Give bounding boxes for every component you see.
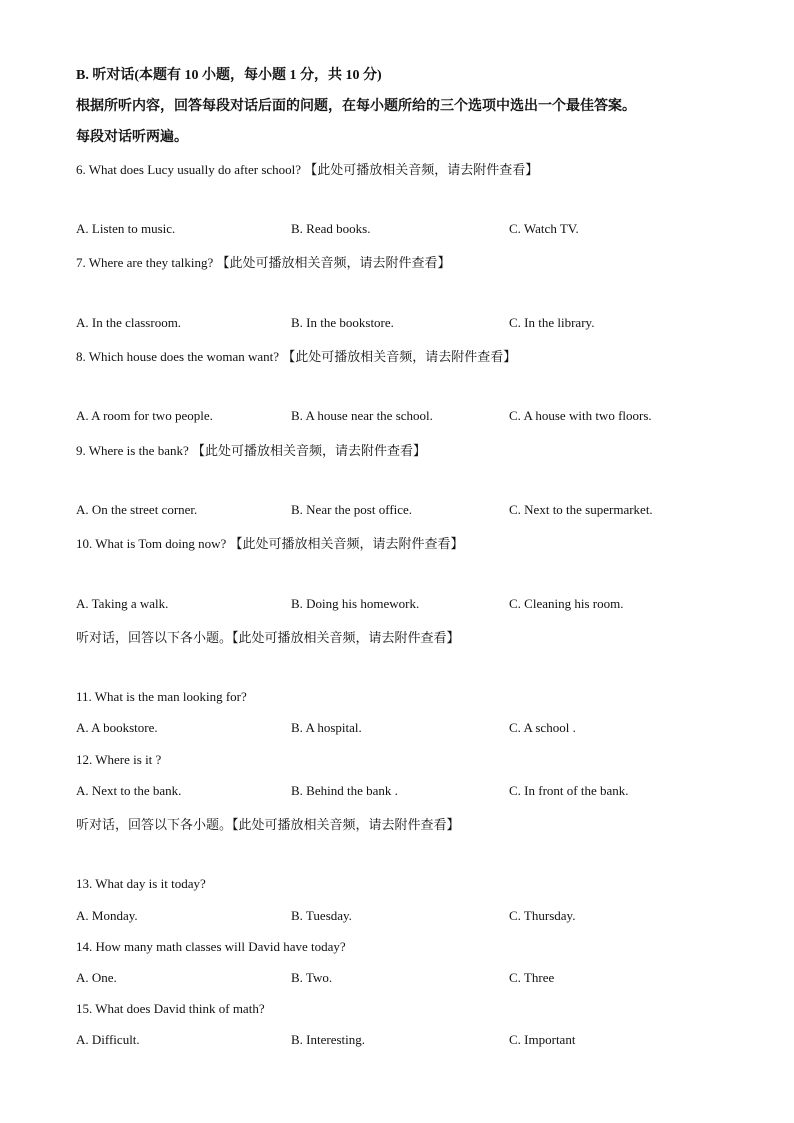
option-a[interactable]: A. Taking a walk. xyxy=(76,596,169,611)
option-a[interactable]: A. Listen to music. xyxy=(76,221,176,236)
question-15: 15. What does David think of math? xyxy=(76,1001,265,1016)
section-instruction: 根据所听内容，回答每段对话后面的问题，在每小题所给的三个选项中选出一个最佳答案。 xyxy=(76,99,636,114)
question-7: 7. Where are they talking? 【此处可播放相关音频，请去附件查看】 xyxy=(76,255,451,270)
question-6: 6. What does Lucy usually do after school? 【此处可播放相关音频，请去附件查看】 xyxy=(76,162,539,177)
option-c[interactable]: C. Three xyxy=(509,970,555,985)
option-b[interactable]: B. A hospital. xyxy=(291,720,362,735)
option-b[interactable]: B. Tuesday. xyxy=(291,908,352,923)
option-c[interactable]: C. Next to the supermarket. xyxy=(509,502,653,517)
group-instruction: 听对话，回答以下各小题。【此处可播放相关音频，请去附件查看】 xyxy=(76,817,460,832)
option-b[interactable]: B. Near the post office. xyxy=(291,502,413,517)
option-a[interactable]: A. A room for two people. xyxy=(76,408,213,423)
option-a[interactable]: A. A bookstore. xyxy=(76,720,158,735)
question-13: 13. What day is it today? xyxy=(76,876,206,891)
option-c[interactable]: C. Thursday. xyxy=(509,908,576,923)
question-11: 11. What is the man looking for? xyxy=(76,689,247,704)
option-c[interactable]: C. Important xyxy=(509,1032,576,1047)
option-c[interactable]: C. A house with two floors. xyxy=(509,408,652,423)
question-9: 9. Where is the bank? 【此处可播放相关音频，请去附件查看】 xyxy=(76,443,426,458)
option-c[interactable]: C. Watch TV. xyxy=(509,221,579,236)
question-10: 10. What is Tom doing now? 【此处可播放相关音频，请去附件查看】 xyxy=(76,536,464,551)
option-b[interactable]: B. Interesting. xyxy=(291,1032,366,1047)
option-a[interactable]: A. One. xyxy=(76,970,117,985)
option-b[interactable]: B. Two. xyxy=(291,970,333,985)
option-c[interactable]: C. A school . xyxy=(509,720,576,735)
option-a[interactable]: A. Next to the bank. xyxy=(76,783,182,798)
option-a[interactable]: A. On the street corner. xyxy=(76,502,198,517)
question-8: 8. Which house does the woman want? 【此处可播放相关音频，请去附件查看】 xyxy=(76,349,517,364)
option-c[interactable]: C. Cleaning his room. xyxy=(509,596,624,611)
option-b[interactable]: B. In the bookstore. xyxy=(291,315,394,330)
option-b[interactable]: B. Doing his homework. xyxy=(291,596,420,611)
question-14: 14. How many math classes will David have today? xyxy=(76,939,346,954)
option-c[interactable]: C. In the library. xyxy=(509,315,595,330)
option-c[interactable]: C. In front of the bank. xyxy=(509,783,629,798)
option-a[interactable]: A. Difficult. xyxy=(76,1032,140,1047)
question-12: 12. Where is it ? xyxy=(76,752,162,767)
option-b[interactable]: B. Behind the bank . xyxy=(291,783,398,798)
section-title: B. 听对话(本题有 10 小题，每小题 1 分，共 10 分) xyxy=(76,68,382,83)
option-a[interactable]: A. Monday. xyxy=(76,908,138,923)
option-a[interactable]: A. In the classroom. xyxy=(76,315,182,330)
group-instruction: 听对话，回答以下各小题。【此处可播放相关音频，请去附件查看】 xyxy=(76,630,460,645)
option-b[interactable]: B. A house near the school. xyxy=(291,408,433,423)
section-instruction: 每段对话听两遍。 xyxy=(76,130,188,145)
option-b[interactable]: B. Read books. xyxy=(291,221,371,236)
